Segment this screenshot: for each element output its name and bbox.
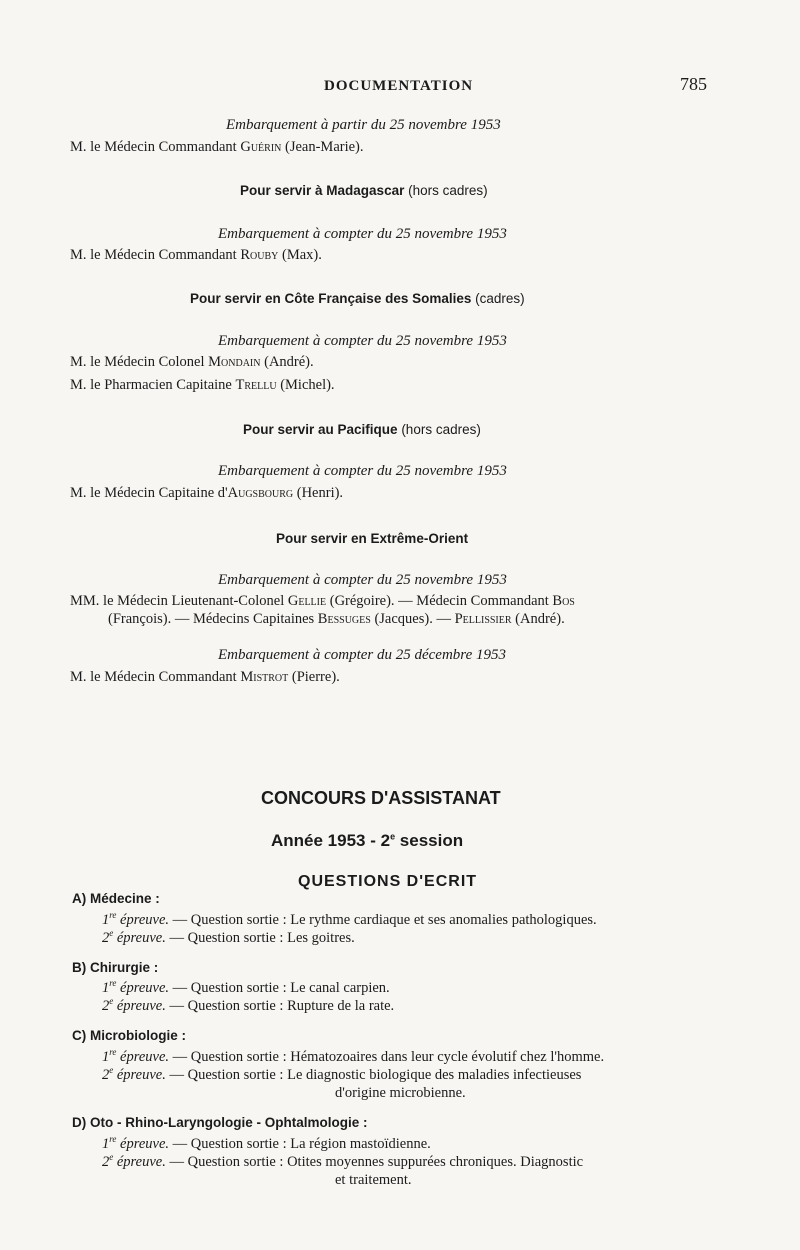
question-line: 2e épreuve. — Question sortie : Les goitres. [102, 928, 355, 946]
embarquement-line: Embarquement à compter du 25 décembre 1953 [218, 647, 506, 663]
question-line-continued: et traitement. [335, 1172, 412, 1188]
section-heading-extreme-orient: Pour servir en Extrême-Orient [276, 531, 469, 546]
appointment-entry-continued: (François). — Médecins Capitaines Bessuges (Jacques). — Pellissier (André). [108, 611, 565, 627]
question-line: 1re épreuve. — Question sortie : La région mastoïdienne. [102, 1134, 431, 1152]
annee-session: Année 1953 - 2e session [271, 831, 464, 850]
question-line-continued: d'origine microbienne. [335, 1085, 466, 1101]
question-line: 1re épreuve. — Question sortie : Le canal carpien. [102, 978, 390, 996]
concours-title: CONCOURS D'ASSISTANAT [261, 788, 501, 808]
appointment-entry: M. le Médecin Colonel Mondain (André). [70, 354, 314, 370]
question-line: 2e épreuve. — Question sortie : Le diagnostic biologique des maladies infectieuses [102, 1065, 582, 1083]
appointment-entry: M. le Médecin Commandant Guérin (Jean-Marie). [70, 139, 364, 155]
category-medecine: A) Médecine : [72, 891, 160, 906]
category-microbiologie: C) Microbiologie : [72, 1028, 186, 1043]
embarquement-line: Embarquement à compter du 25 novembre 1953 [218, 333, 507, 349]
category-orl-ophtalmologie: D) Oto - Rhino-Laryngologie - Ophtalmologie : [72, 1115, 368, 1130]
appointment-entry: MM. le Médecin Lieutenant-Colonel Gellie (Grégoire). — Médecin Commandant Bos [70, 593, 575, 609]
question-line: 2e épreuve. — Question sortie : Otites moyennes suppurées chroniques. Diagnostic [102, 1152, 584, 1170]
embarquement-line: Embarquement à compter du 25 novembre 1953 [218, 226, 507, 242]
section-heading-somalies: Pour servir en Côte Française des Somalies (cadres) [190, 291, 525, 306]
appointment-entry: M. le Médecin Commandant Mistrot (Pierre). [70, 669, 340, 685]
embarquement-line: Embarquement à compter du 25 novembre 1953 [218, 572, 507, 588]
page-number: 785 [680, 74, 707, 94]
question-line: 1re épreuve. — Question sortie : Le rythme cardiaque et ses anomalies pathologiques. [102, 910, 597, 928]
appointment-entry: M. le Médecin Commandant Rouby (Max). [70, 247, 322, 263]
category-chirurgie: B) Chirurgie : [72, 960, 159, 975]
section-heading-pacifique: Pour servir au Pacifique (hors cadres) [243, 422, 481, 437]
question-line: 1re épreuve. — Question sortie : Hématozoaires dans leur cycle évolutif chez l'homme. [102, 1047, 605, 1065]
running-title: DOCUMENTATION [324, 78, 474, 94]
questions-heading: QUESTIONS D'ECRIT [298, 873, 478, 890]
appointment-entry: M. le Pharmacien Capitaine Trellu (Michel). [70, 377, 335, 393]
appointment-entry: M. le Médecin Capitaine d'Augsbourg (Henri). [70, 485, 344, 501]
embarquement-line: Embarquement à compter du 25 novembre 1953 [218, 463, 507, 479]
embarquement-line: Embarquement à partir du 25 novembre 1953 [226, 117, 501, 133]
section-heading-madagascar: Pour servir à Madagascar (hors cadres) [240, 183, 488, 198]
question-line: 2e épreuve. — Question sortie : Rupture de la rate. [102, 996, 395, 1014]
